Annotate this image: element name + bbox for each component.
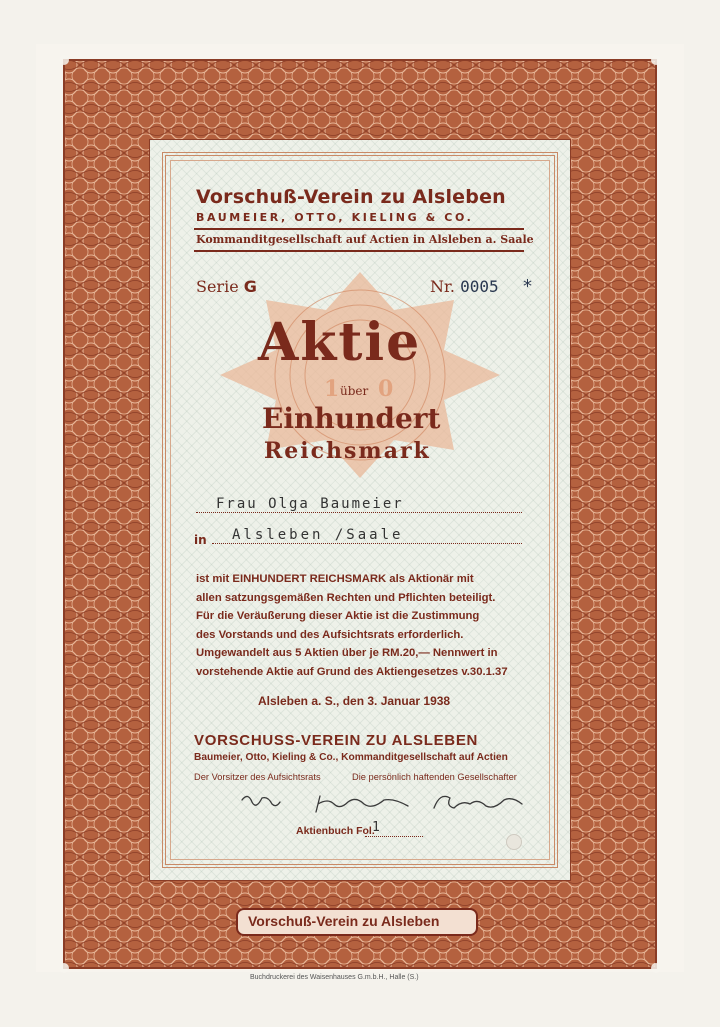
series-value: G [243, 277, 257, 296]
holder-place-line [212, 543, 522, 544]
denomination-digit-left: 1 [324, 376, 340, 402]
terms-line: Umgewandelt aus 5 Aktien über je RM.20,— Nennwert in [196, 647, 498, 659]
currency-label: Reichsmark [264, 438, 431, 464]
holder-name-line [196, 512, 522, 513]
signature-label-supervisory: Der Vorsitzer des Aufsichtsrats [194, 772, 321, 782]
number-mark: * [523, 276, 532, 297]
denomination-digit-right: 0 [378, 376, 394, 402]
number-field [430, 277, 499, 296]
holder-name: Frau Olga Baumeier [216, 496, 404, 512]
header-rule-bottom [194, 250, 524, 252]
share-title: Aktie [258, 312, 422, 373]
bottom-company-label: Vorschuß-Verein zu Alsleben [248, 913, 440, 929]
in-label: in [194, 533, 207, 547]
aktienbuch-value: 1 [372, 820, 380, 835]
terms-line: Für die Veräußerung dieser Aktie ist die Zustimmung [196, 610, 480, 622]
header-rule-top [194, 228, 524, 230]
printer-imprint: Buchdruckerei des Waisenhauses G.m.b.H., Halle (S.) [250, 974, 419, 981]
partner-names: BAUMEIER, OTTO, KIELING & CO. [196, 211, 474, 224]
signature-label-partners: Die persönlich haftenden Gesellschafter [352, 772, 517, 782]
holder-place: Alsleben /Saale [232, 527, 404, 543]
terms-line: des Vorstands und des Aufsichtsrats erforderlich. [196, 628, 464, 641]
company-name: Vorschuß-Verein zu Alsleben [196, 186, 506, 208]
terms-line: vorstehende Aktie auf Grund des Aktiengesetzes v.30.1.37 [196, 665, 508, 678]
amount-words: Einhundert [262, 402, 441, 435]
share-terms [196, 570, 526, 681]
handwritten-signatures [238, 786, 528, 822]
ueber-label: über [340, 384, 369, 398]
terms-line: allen satzungsgemäßen Rechten und Pflichten beteiligt. [196, 591, 496, 604]
punch-hole [506, 834, 522, 850]
aktienbuch-label: Aktienbuch Fol. [296, 825, 375, 837]
number-label: Nr. [430, 277, 455, 296]
footer-partners: Baumeier, Otto, Kieling & Co., Kommanditgesellschaft auf Actien [194, 752, 508, 763]
number-value: 0005 [460, 277, 499, 296]
series-field [196, 277, 257, 296]
terms-line: ist mit EINHUNDERT REICHSMARK als Aktionär mit [196, 573, 474, 585]
footer-company: VORSCHUSS-VEREIN ZU ALSLEBEN [194, 732, 479, 749]
legal-form: Kommanditgesellschaft auf Actien in Alsleben a. Saale [196, 233, 534, 246]
series-label: Serie [196, 277, 239, 296]
issue-date: Alsleben a. S., den 3. Januar 1938 [258, 694, 451, 708]
aktienbuch-line [365, 836, 423, 837]
